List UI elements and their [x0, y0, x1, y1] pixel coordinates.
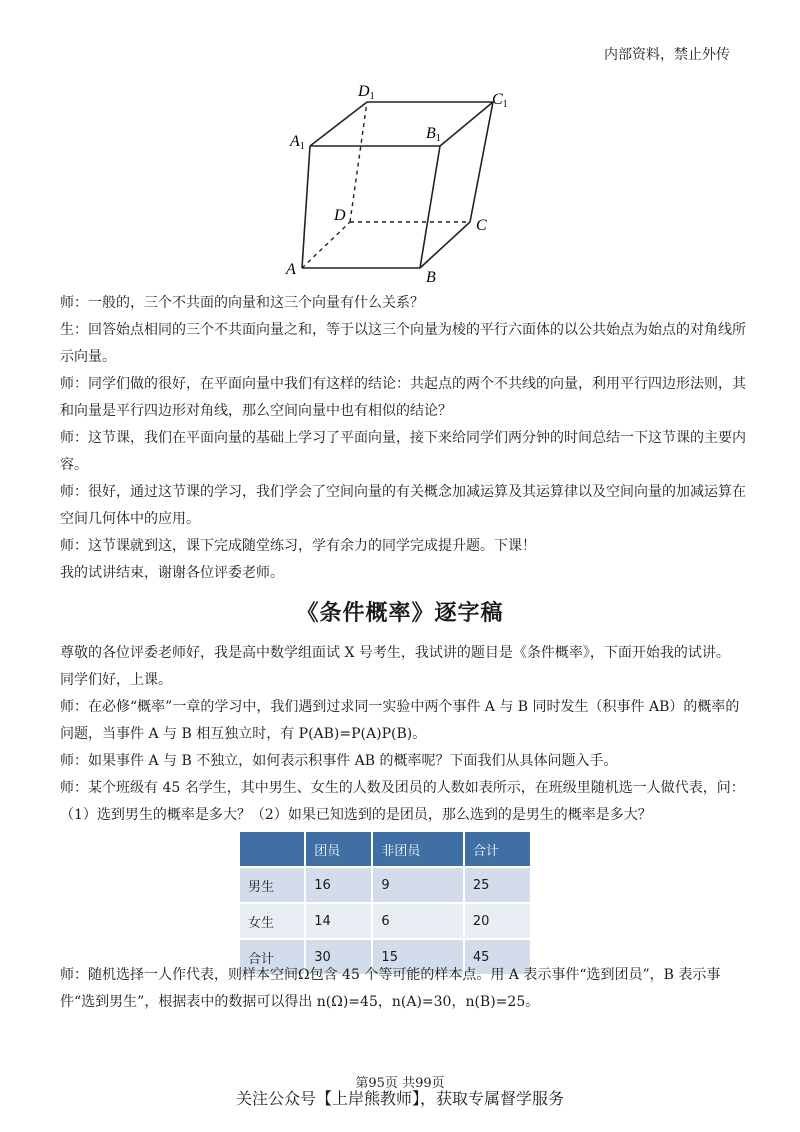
label-D1-sub: 1 [369, 91, 375, 102]
table-cell: 男生 [240, 867, 305, 903]
table-cell: 女生 [240, 903, 305, 939]
page-number: 第95页 共99页 [355, 1076, 445, 1091]
paragraph-top-5: 师：很好，通过这节课的学习，我们学会了空间向量的有关概念加减运算及其运算律以及空间向量的加减运算在空间几何体中的应用。 [60, 484, 746, 527]
table-cell: 20 [464, 903, 531, 939]
label-B1: B1 [426, 125, 441, 144]
table-cell: 6 [372, 903, 463, 939]
label-B1-sub: 1 [435, 133, 441, 144]
edge-B-B1 [420, 146, 440, 268]
label-A1: A1 [290, 133, 305, 152]
paragraph-mid-3: 师：在必修“概率”一章的学习中，我们遇到过求同一实验中两个事件 A 与 B 同时发生（积事件 AB）的概率的问题，当事件 A 与 B 相互独立时，有 P(AB)=P(A)P(B)。 [60, 699, 740, 742]
edge-D-D1 [350, 102, 367, 222]
table-cell: 合计 [240, 939, 305, 975]
footer-promo: 关注公众号【上岸熊教师】，获取专属督学服务 [235, 1089, 564, 1108]
paragraph-top-6: 师：这节课就到这，课下完成随堂练习，学有余力的同学完成提升题。下课！ [60, 538, 536, 554]
edge-C-C1 [470, 102, 493, 222]
table-cell: 15 [372, 939, 463, 975]
paragraph-mid-4: 师：如果事件 A 与 B 不独立，如何表示积事件 AB 的概率呢？下面我们从具体问题入手。 [60, 753, 618, 769]
table-cell: 45 [464, 939, 531, 975]
table-cell [240, 832, 305, 867]
edge-B-C [420, 222, 470, 268]
paragraph-mid-5: 师：某个班级有 45 名学生，其中男生、女生的人数及团员的人数如表所示，在班级里随机选一人做代表，问：（1）选到男生的概率是多大？（2）如果已知选到的是团员，那么选到的是男生的概率是多大？ [60, 780, 745, 823]
table-cell: 团员 [305, 832, 372, 867]
table-cell: 9 [372, 867, 463, 903]
paragraph-mid-2: 同学们好，上课。 [60, 672, 172, 688]
edge-A-A1 [302, 146, 310, 268]
paragraph-top-4: 师：这节课，我们在平面向量的基础上学习了平面向量，接下来给同学们两分钟的时间总结一下这节课的主要内容。 [60, 430, 746, 473]
label-B: B [426, 269, 436, 286]
label-A1-sub: 1 [299, 141, 305, 152]
table-cell: 非团员 [372, 832, 463, 867]
label-C1-sub: 1 [502, 99, 508, 110]
paragraph-top-7: 我的试讲结束，谢谢各位评委老师。 [60, 565, 284, 581]
paragraph-top-2: 生：回答始点相同的三个不共面向量之和，等于以这三个向量为棱的平行六面体的以公共始点为始点的对角线所示向量。 [60, 322, 746, 365]
parallelepiped-figure [270, 80, 510, 290]
paragraph-bottom: 师：随机选择一人作代表，则样本空间Ω包含 45 个等可能的样本点。用 A 表示事件“选到团员”，B 表示事件“选到男生”，根据表中的数据可以得出 n(Ω)=45，n(A)=30，n(B)=25。 [60, 967, 721, 1010]
paragraph-top-1: 师：一般的，三个不共面的向量和这三个向量有什么关系？ [60, 295, 424, 311]
label-C: C [476, 217, 487, 234]
table-cell: 30 [305, 939, 372, 975]
label-C1: C1 [492, 91, 508, 110]
table-cell: 16 [305, 867, 372, 903]
header-note: 内部资料，禁止外传 [604, 47, 730, 63]
edge-A-D [302, 222, 350, 268]
edge-A1-D1 [310, 102, 367, 146]
paragraph-mid-1: 尊敬的各位评委老师好，我是高中数学组面试 X 号考生，我试讲的题目是《条件概率》，下面开始我的试讲。 [60, 645, 730, 661]
table-row [240, 867, 531, 903]
table-cell: 25 [464, 867, 531, 903]
table-header-row [240, 832, 531, 867]
student-stats-table [240, 832, 532, 976]
section-title: 《条件概率》逐字稿 [296, 600, 504, 626]
table-row [240, 903, 531, 939]
label-D: D [334, 207, 346, 224]
table-cell: 合计 [464, 832, 531, 867]
table-cell: 14 [305, 903, 372, 939]
label-D1: D1 [358, 83, 375, 102]
label-A: A [286, 261, 296, 278]
paragraph-top-3: 师：同学们做的很好，在平面向量中我们有这样的结论：共起点的两个不共线的向量，利用平行四边形法则，其和向量是平行四边形对角线，那么空间向量中也有相似的结论？ [60, 376, 746, 419]
